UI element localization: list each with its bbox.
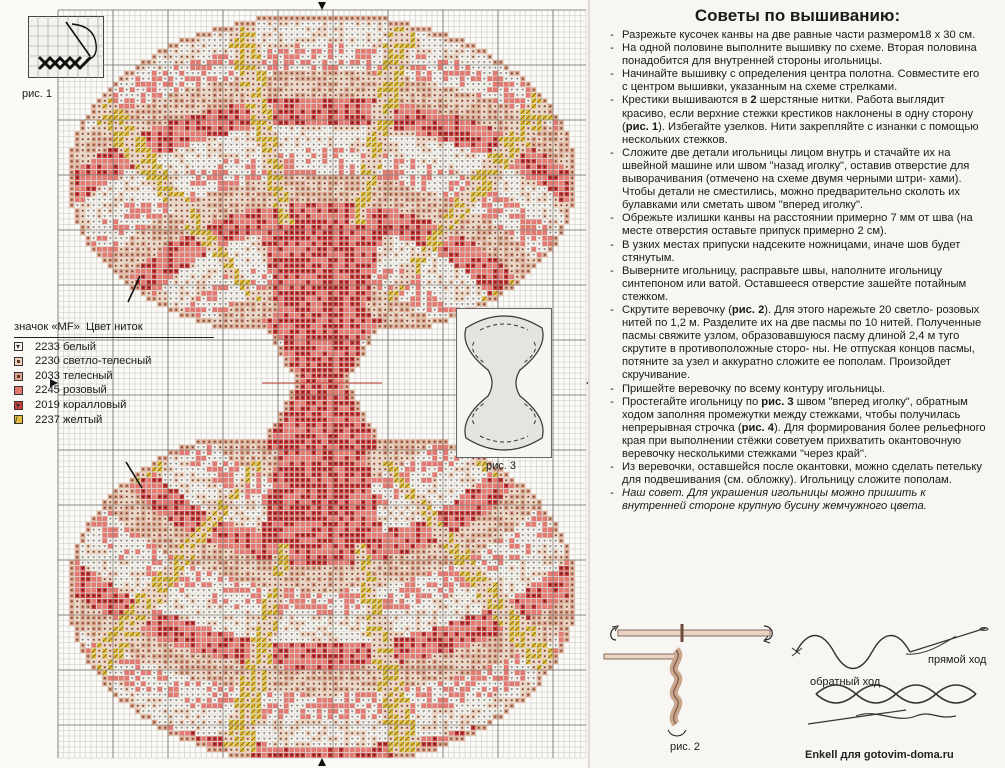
tip-item: - Обрежьте излишки канвы на расстоянии примерно 7 мм от шва (на месте отверстия оставьте припуск примерно 2 см). (608, 212, 986, 238)
legend-header-color: Цвет ниток (85, 321, 143, 333)
tip-item: - Начинайте вышивку с определения центра полотна. Совместите его с центром вышивки, указанным на схеме стрелками. (608, 68, 986, 94)
tip-item: - Выверните игольницу, расправьте швы, наполните игольницу синтепоном или ватой. Оставшееся отверстие зашейте потайным стежком. (608, 265, 986, 304)
legend-header (14, 320, 214, 338)
thread-code: 2019 (35, 398, 60, 411)
thread-legend (14, 320, 214, 427)
thread-color-name: коралловый (63, 398, 127, 411)
fig2-rope-illustration (598, 614, 778, 740)
footer-credit: Enkell для gotovim-doma.ru (805, 749, 954, 761)
tips-title: Советы по вышиванию: (694, 6, 901, 25)
color-swatch (14, 372, 23, 381)
color-swatch: ▾ (14, 342, 23, 351)
reverse-stitch-label: обратный ход (810, 676, 881, 688)
color-swatch: ▾ (14, 401, 23, 410)
tip-advice: - Наш совет. Для украшения игольницы можно пришить к внутренней стороне крупную бусину жемчужного цвета. (608, 487, 986, 513)
straight-stitch-label: прямой ход (928, 654, 987, 666)
legend-rows (14, 340, 214, 428)
color-swatch (14, 357, 23, 366)
thread-code: 2237 (35, 413, 60, 426)
fig2-label: рис. 2 (670, 741, 700, 753)
legend-row (14, 413, 214, 428)
thread-code: 2033 (35, 369, 60, 382)
thread-color-name: светло-телесный (63, 355, 152, 368)
tip-item: - Крестики вышиваются в 2 шерстяные нитки. Работа выглядит красиво, если верхние стежки крестиков наклонены в одну сторону (рис. 1). Избегайте узелков. Нити закрепляйте с изнанки с помощью нескольких стежков. (608, 94, 986, 146)
fig1-label: рис. 1 (22, 88, 52, 100)
tip-item: - Из веревочки, оставшейся после окантовки, можно сделать петельку для подвешивания (см. обложку). Игольницу сложите пополам. (608, 461, 986, 487)
legend-row (14, 398, 214, 413)
fig3-label: рис. 3 (486, 460, 516, 472)
tip-item: - Пришейте веревочку по всему контуру игольницы. (608, 383, 986, 396)
legend-row (14, 340, 214, 355)
tip-item: - Разрежьте кусочек канвы на две равные части размером18 х 30 см. (608, 29, 986, 42)
thread-color-name: белый (63, 340, 96, 353)
color-swatch (14, 386, 23, 395)
thread-code: 2233 (35, 340, 60, 353)
fig1-stitch-illustration (28, 16, 104, 78)
fig3-quilting-outline (456, 308, 552, 458)
tip-item: - В узких местах припуски надсеките ножницами, иначе шов будет стянутым. (608, 239, 986, 265)
instructions-page (590, 0, 1005, 768)
tip-item: - На одной половине выполните вышивку по схеме. Вторая половина понадобится для внутренней стороны игольницы. (608, 42, 986, 68)
thread-code: 2245 (35, 384, 60, 397)
tip-item: - Простегайте игольницу по рис. 3 швом "вперед иголку", обратным ходом заполняя промежутки между стежками, чтобы получилась непрерывная строчка (рис. 4). Для формирования более рельефного края при выполнении стёжки советуем прихватить окантовочную веревочку несколькими стежками "через край". (608, 396, 986, 461)
legend-row (14, 354, 214, 369)
thread-color-name: розовый (63, 384, 107, 397)
color-swatch: / (14, 415, 23, 424)
legend-header-symbol: значок «MF» (14, 321, 80, 333)
tip-item: - Сложите две детали игольницы лицом внутрь и стачайте их на швейной машине или швом "назад иголку", оставив отверстие для выворачивания (отмечено на схеме двумя черными штри- хами). Чтобы детали не сместились, можно предварительно сколоть их булавками или сметать швом "вперед иголку". (608, 147, 986, 212)
tip-item: - Скрутите веревочку (рис. 2). Для этого нарежьте 20 светло- розовых нитей по 1,2 м. Разделите их на две пасмы по 10 нитей. Полученные пасмы свяжите узлом, образовавшуюся пасму длиной 2,4 м туго скрутите в противоположные сторо- ны. Не отпуская концов пасмы, потяните за узел и аккуратно сложите ее пополам. Произойдет скручивание. (608, 304, 986, 383)
thread-code: 2230 (35, 355, 60, 368)
thread-color-name: желтый (63, 413, 103, 426)
legend-row (14, 369, 214, 384)
tips-list (608, 29, 986, 513)
legend-row (14, 383, 214, 398)
thread-color-name: телесный (63, 369, 113, 382)
